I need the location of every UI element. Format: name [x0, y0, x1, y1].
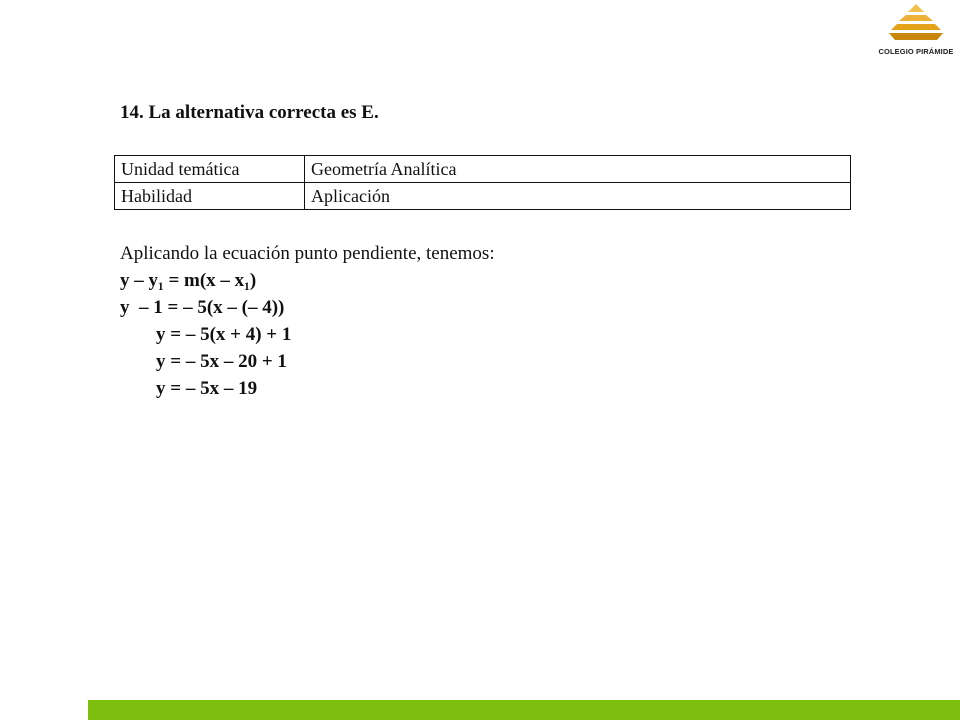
- table-row: [115, 183, 851, 210]
- info-table: [114, 155, 851, 210]
- logo-text: COLEGIO PIRÁMIDE: [878, 47, 954, 56]
- solution-intro: Aplicando la ecuación punto pendiente, tenemos:: [120, 243, 495, 264]
- school-logo: [872, 0, 960, 64]
- equation-line: y = – 5(x + 4) + 1: [156, 324, 292, 345]
- footer-bar: [88, 700, 960, 720]
- solution-content: [120, 240, 495, 402]
- equation-line: y = – 5x – 20 + 1: [156, 351, 287, 372]
- table-cell-label: Habilidad: [115, 183, 305, 210]
- answer-heading: 14. La alternativa correcta es E.: [120, 102, 379, 123]
- table-row: [115, 156, 851, 183]
- equation-line: y = – 5x – 19: [156, 378, 258, 399]
- table-cell-value: Aplicación: [305, 183, 851, 210]
- pyramid-icon: [889, 2, 943, 46]
- table-cell-label: Unidad temática: [115, 156, 305, 183]
- table-cell-value: Geometría Analítica: [305, 156, 851, 183]
- equation-line: y – 1 = – 5(x – (– 4)): [120, 297, 285, 318]
- equation-line: y – y₁ = m(x – x₁): [120, 270, 257, 291]
